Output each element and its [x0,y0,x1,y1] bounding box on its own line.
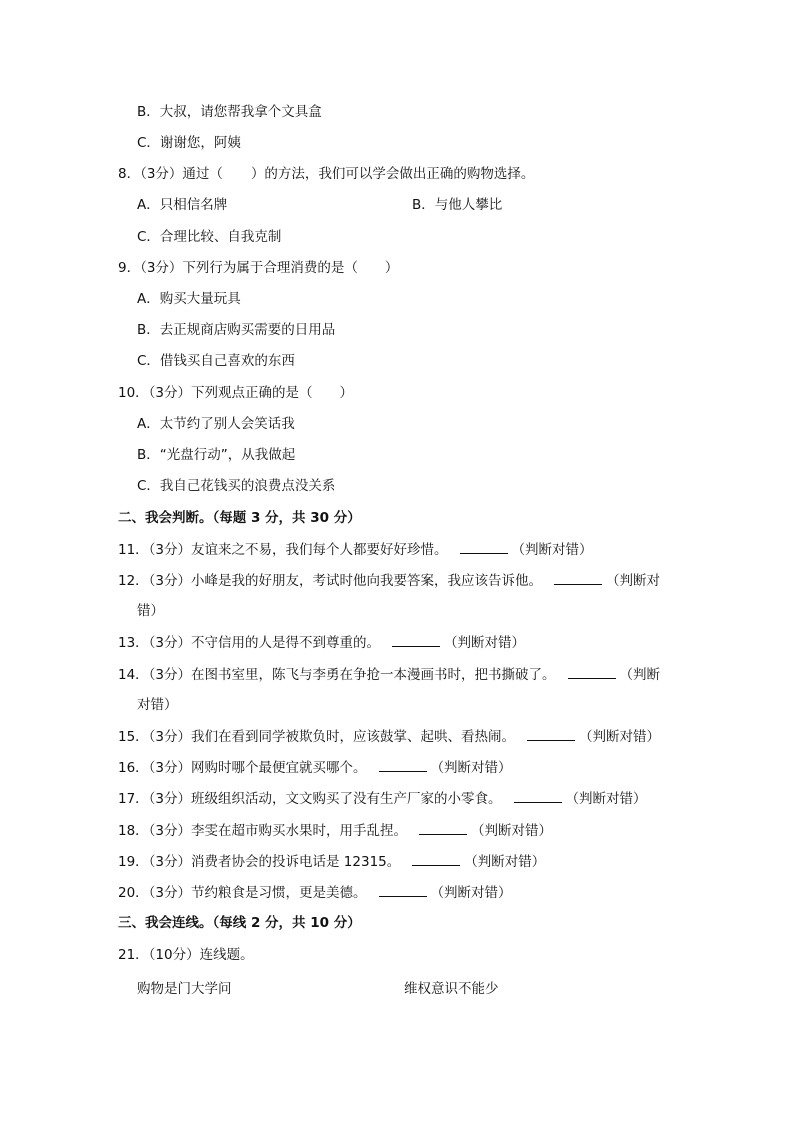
q13 [118,632,525,653]
q20 [118,882,512,903]
q8-option-a: A．只相信名牌 [137,197,228,213]
q20-suffix: （判断对错） [430,885,512,901]
q19-answer-blank[interactable] [412,851,460,866]
q9-option-b: B．去正规商店购买需要的日用品 [137,322,336,338]
q21-left-item[interactable]: 购物是门大学问 [137,981,232,997]
q21-right-item[interactable]: 维权意识不能少 [404,981,499,997]
q16-suffix: （判断对错） [430,760,512,776]
q8-stem [118,164,534,184]
q13-answer-blank[interactable] [392,632,440,647]
q18-answer-blank[interactable] [419,820,467,835]
q14-continuation: 对错） [137,697,178,713]
q12 [118,570,660,591]
q17-answer-blank[interactable] [514,788,562,803]
q16 [118,757,512,778]
q18-text: 18．（3分）李雯在超市购买水果时，用手乱捏。 [118,823,408,839]
q13-text: 13．（3分）不守信用的人是得不到尊重的。 [118,635,381,651]
q16-text: 16．（3分）网购时哪个最便宜就买哪个。 [118,760,367,776]
q17-text: 17．（3分）班级组织活动，文文购买了没有生产厂家的小零食。 [118,791,502,807]
q9-option-a: A．购买大量玩具 [137,291,241,307]
q8-option-b: B．与他人攀比 [412,197,503,213]
q7-option-c: C．谢谢您，阿姨 [137,135,241,151]
q11-suffix: （判断对错） [511,542,593,558]
q8-stem-end: ）的方法，我们可以学会做出正确的购物选择。 [250,166,535,182]
q15-suffix: （判断对错） [579,729,661,745]
q9-stem: 9．（3分）下列行为属于合理消费的是（ ） [118,260,399,276]
q21-stem: 21．（10分）连线题。 [118,947,254,963]
q19-suffix: （判断对错） [464,854,546,870]
q10-stem: 10．（3分）下列观点正确的是（ ） [118,385,354,401]
q15 [118,726,660,747]
q11-answer-blank[interactable] [460,539,508,554]
q12-suffix: （判断对 [606,573,661,589]
q14-answer-blank[interactable] [568,664,616,679]
q11-text: 11．（3分）友谊来之不易，我们每个人都要好好珍惜。 [118,542,448,558]
q15-answer-blank[interactable] [527,726,575,741]
q8-option-c: C．合理比较、自我克制 [137,229,282,245]
q19 [118,851,545,872]
section-3-heading: 三、我会连线。（每线 2 分，共 10 分） [118,915,361,931]
q18-suffix: （判断对错） [471,823,553,839]
q18 [118,820,552,841]
q17-suffix: （判断对错） [565,791,647,807]
q14-text: 14．（3分）在图书室里，陈飞与李勇在争抢一本漫画书时，把书撕破了。 [118,667,556,683]
q20-text: 20．（3分）节约粮食是习惯，更是美德。 [118,885,367,901]
q10-option-c: C．我自己花钱买的浪费点没关系 [137,478,336,494]
q12-answer-blank[interactable] [554,570,602,585]
q15-text: 15．（3分）我们在看到同学被欺负时，应该鼓掌、起哄、看热闹。 [118,729,516,745]
q11 [118,539,593,560]
q10-option-b: B．“光盘行动”，从我做起 [137,447,296,463]
q17 [118,788,647,809]
q14-suffix: （判断 [619,667,661,683]
q10-option-a: A．太节约了别人会笑话我 [137,416,295,432]
q12-text: 12．（3分）小峰是我的好朋友，考试时他向我要答案，我应该告诉他。 [118,573,543,589]
q8-stem-start: 8．（3分）通过（ [118,166,223,182]
q20-answer-blank[interactable] [379,882,427,897]
q13-suffix: （判断对错） [444,635,526,651]
q19-text: 19．（3分）消费者协会的投诉电话是 12315。 [118,854,401,870]
q7-option-b: B．大叔，请您帮我拿个文具盒 [137,104,322,120]
q16-answer-blank[interactable] [379,757,427,772]
q14 [118,664,660,685]
section-2-heading: 二、我会判断。（每题 3 分，共 30 分） [118,510,361,526]
q12-continuation: 错） [137,603,164,619]
q9-option-c: C．借钱买自己喜欢的东西 [137,353,295,369]
